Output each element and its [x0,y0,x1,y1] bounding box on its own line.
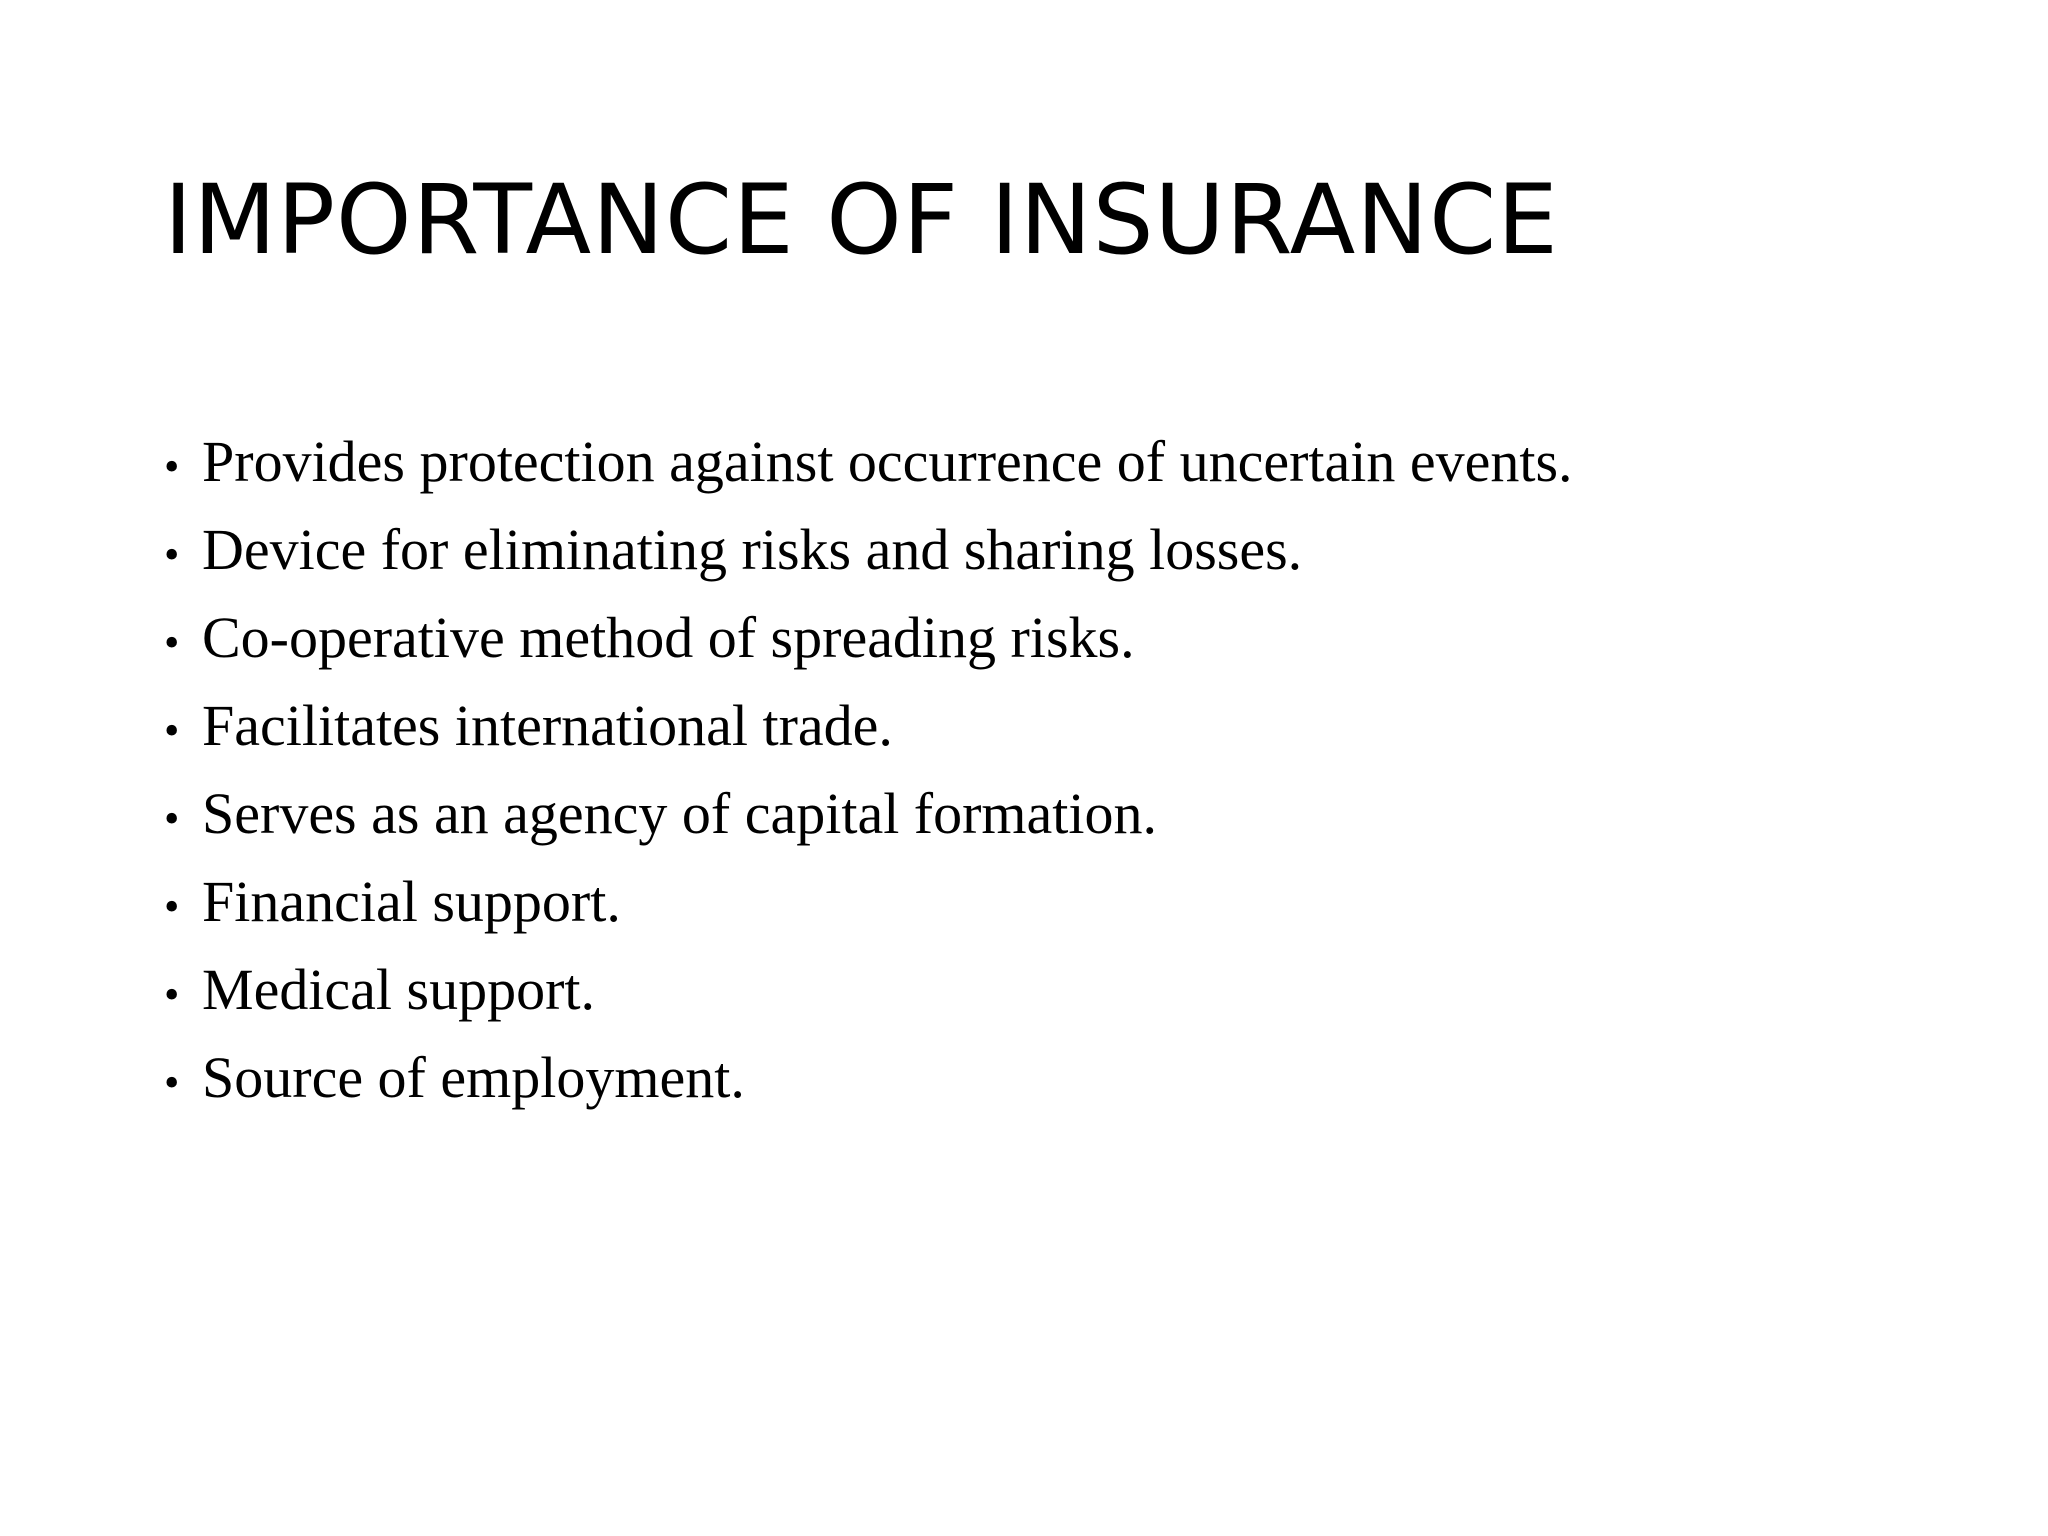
bullet-text: Co-operative method of spreading risks. [202,605,1135,670]
bullet-list [164,418,1573,1122]
bullet-item [164,594,1573,682]
bullet-dot-icon: • [164,794,180,843]
bullet-text: Facilitates international trade. [202,693,893,758]
bullet-dot-icon: • [164,970,180,1019]
bullet-text: Serves as an agency of capital formation. [202,781,1158,846]
bullet-dot-icon: • [164,530,180,579]
bullet-text: Device for eliminating risks and sharing losses. [202,517,1303,582]
bullet-item [164,858,1573,946]
slide-title: IMPORTANCE OF INSURANCE [164,164,1559,276]
bullet-text: Medical support. [202,957,596,1022]
bullet-item [164,946,1573,1034]
bullet-item [164,506,1573,594]
bullet-item [164,1034,1573,1122]
bullet-dot-icon: • [164,618,180,667]
bullet-dot-icon: • [164,1058,180,1107]
bullet-dot-icon: • [164,442,180,491]
bullet-dot-icon: • [164,706,180,755]
bullet-item [164,770,1573,858]
bullet-text: Source of employment. [202,1045,745,1110]
bullet-item [164,418,1573,506]
bullet-text: Financial support. [202,869,621,934]
bullet-text: Provides protection against occurrence of uncertain events. [202,429,1573,494]
bullet-item [164,682,1573,770]
bullet-dot-icon: • [164,882,180,931]
